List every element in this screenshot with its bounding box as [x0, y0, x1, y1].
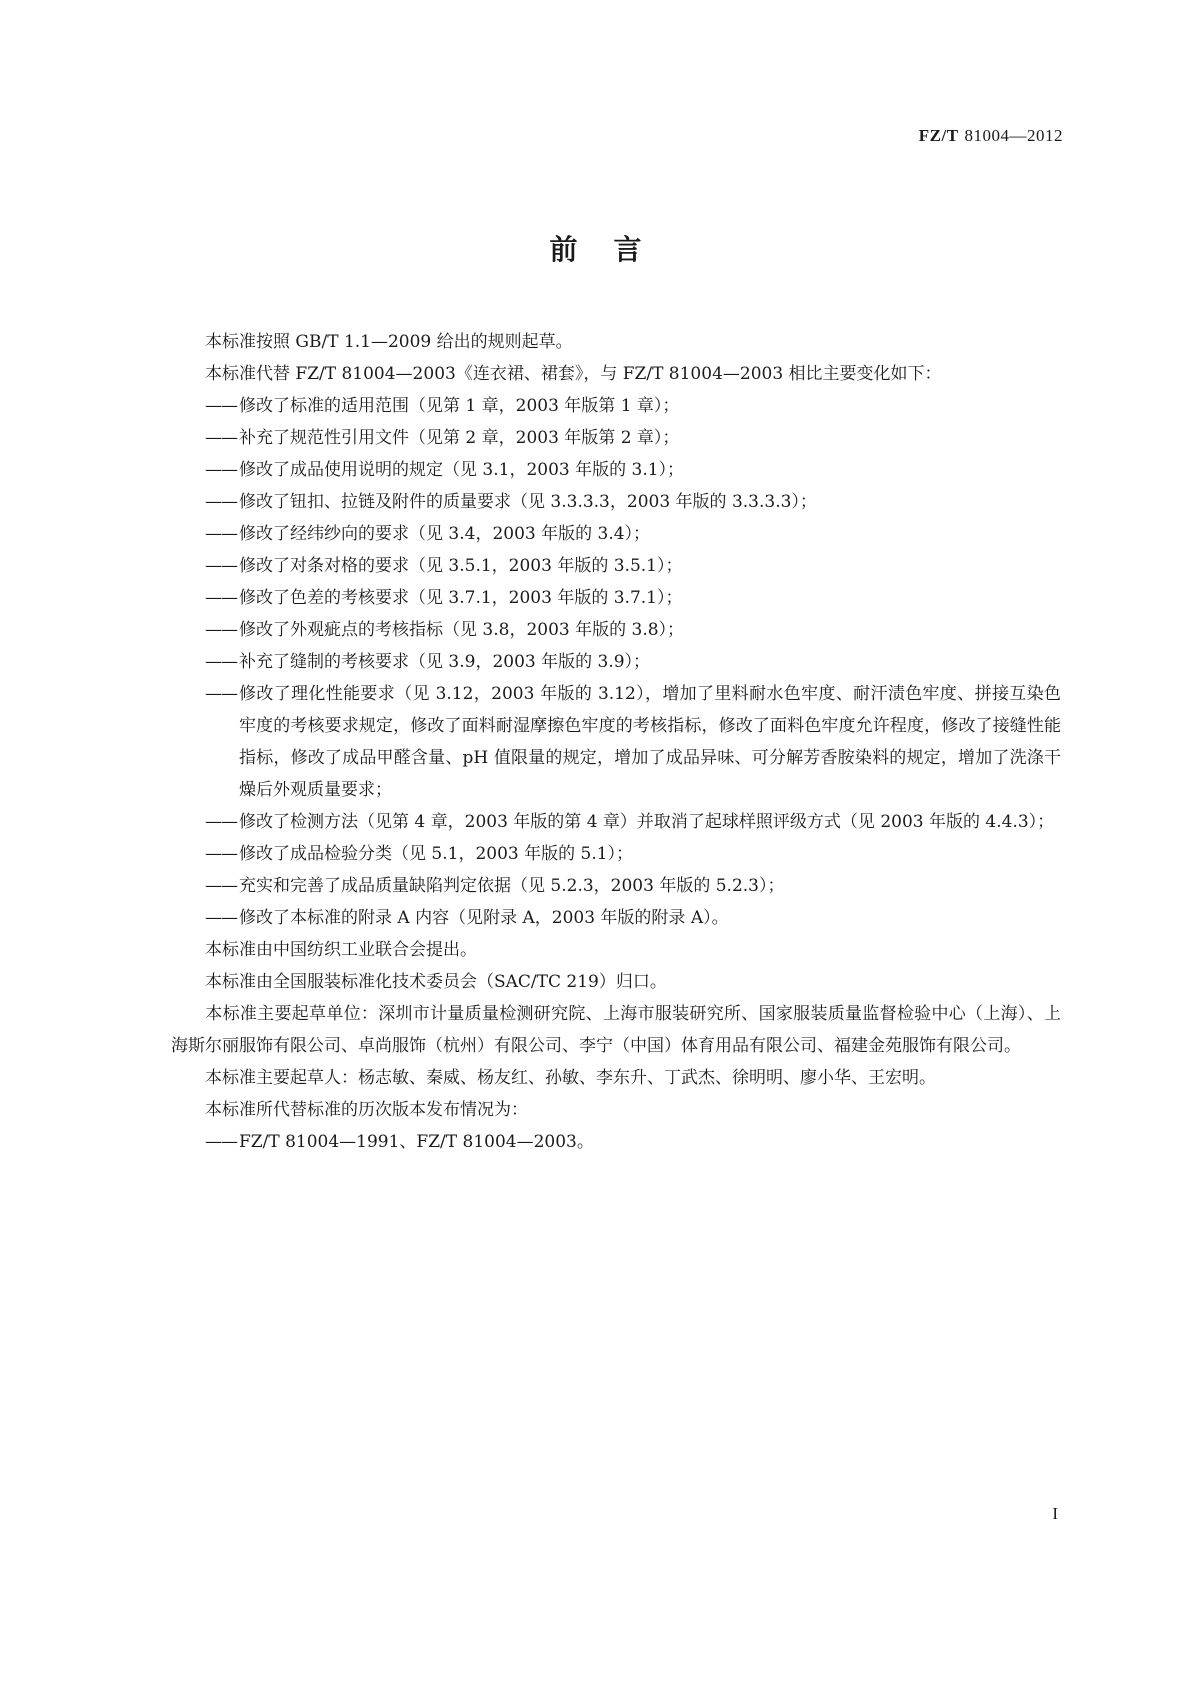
- paragraph-committee: 本标准由全国服装标准化技术委员会（SAC/TC 219）归口。: [205, 972, 667, 992]
- history-item-text: FZ/T 81004—1991、FZ/T 81004—2003。: [239, 1132, 594, 1152]
- list-item: [171, 550, 1061, 582]
- list-item: [171, 614, 1061, 646]
- list-item: [171, 518, 1061, 550]
- list-item-text: 补充了规范性引用文件（见第 2 章，2003 年版第 2 章）；: [239, 428, 680, 448]
- list-item-text: 修改了本标准的附录 A 内容（见附录 A，2003 年版的附录 A）。: [239, 908, 729, 928]
- list-item-text: 修改了成品检验分类（见 5.1，2003 年版的 5.1）；: [239, 844, 634, 864]
- list-dash: ——: [205, 556, 237, 576]
- list-dash: ——: [205, 812, 237, 832]
- paragraph-drafting-units: [171, 998, 1061, 1062]
- list-dash: ——: [205, 876, 237, 896]
- list-item: [171, 870, 1061, 902]
- list-dash: ——: [205, 524, 237, 544]
- standard-code-prefix: FZ/T: [918, 126, 959, 145]
- list-item: [171, 902, 1061, 934]
- drafting-units-text: 本标准主要起草单位：深圳市计量质量检测研究院、上海市服装研究所、国家服装质量监督检验中心（上海）、上海斯尔丽服饰有限公司、卓尚服饰（杭州）有限公司、李宁（中国）体育用品有限公司、福建金苑服饰有限公司。: [171, 1004, 1061, 1056]
- list-item: [171, 486, 1061, 518]
- list-item-text: 修改了钮扣、拉链及附件的质量要求（见 3.3.3.3，2003 年版的 3.3.3.3）；: [239, 492, 817, 512]
- list-dash: ——: [205, 460, 237, 480]
- list-dash: ——: [205, 492, 237, 512]
- list-item-text: 修改了色差的考核要求（见 3.7.1，2003 年版的 3.7.1）；: [239, 588, 683, 608]
- list-dash: ——: [205, 844, 237, 864]
- list-dash: ——: [205, 396, 237, 416]
- list-dash: ——: [205, 908, 237, 928]
- paragraph-drafters: 本标准主要起草人：杨志敏、秦威、杨友红、孙敏、李东升、丁武杰、徐明明、廖小华、王宏明。: [205, 1068, 936, 1088]
- history-list-item: [171, 1126, 1061, 1158]
- list-item: [171, 678, 1061, 806]
- list-item-text: 修改了对条对格的要求（见 3.5.1，2003 年版的 3.5.1）；: [239, 556, 683, 576]
- list-item: [171, 646, 1061, 678]
- list-dash: ——: [205, 428, 237, 448]
- foreword-body: [171, 326, 1061, 1158]
- list-dash: ——: [205, 652, 237, 672]
- list-item: [171, 390, 1061, 422]
- paragraph-replaces: 本标准代替 FZ/T 81004—2003《连衣裙、裙套》，与 FZ/T 81004—2003 相比主要变化如下：: [205, 364, 942, 384]
- list-item: [171, 806, 1061, 838]
- page-number: I: [1052, 1504, 1058, 1523]
- list-item-text: 修改了标准的适用范围（见第 1 章，2003 年版第 1 章）；: [239, 396, 680, 416]
- list-item-text: 修改了检测方法（见第 4 章，2003 年版的第 4 章）并取消了起球样照评级方式（见 2003 年版的 4.4.3）；: [239, 812, 1055, 832]
- list-dash: ——: [205, 1132, 237, 1152]
- paragraph-proposer: 本标准由中国纺织工业联合会提出。: [205, 940, 477, 960]
- standard-code: [919, 126, 1063, 146]
- list-item: [171, 582, 1061, 614]
- standard-code-number: 81004—2012: [964, 126, 1063, 145]
- list-item-text: 修改了理化性能要求（见 3.12，2003 年版的 3.12），增加了里料耐水色牢度、耐汗渍色牢度、拼接互染色牢度的考核要求规定，修改了面料耐湿摩擦色牢度的考核指标，修改了面料色牢度允许程度，修改了接缝性能指标，修改了成品甲醛含量、pH 值限量的规定，增加了成品异味、可分解芳香胺染料的规定，增加了洗涤干燥后外观质量要求；: [239, 684, 1061, 800]
- list-item-text: 充实和完善了成品质量缺陷判定依据（见 5.2.3，2003 年版的 5.2.3）；: [239, 876, 785, 896]
- list-item-text: 修改了成品使用说明的规定（见 3.1，2003 年版的 3.1）；: [239, 460, 685, 480]
- changes-list: [171, 390, 1061, 934]
- list-item-text: 补充了缝制的考核要求（见 3.9，2003 年版的 3.9）；: [239, 652, 651, 672]
- list-dash: ——: [205, 588, 237, 608]
- list-item: [171, 454, 1061, 486]
- list-item: [171, 838, 1061, 870]
- list-item: [171, 422, 1061, 454]
- list-dash: ——: [205, 620, 237, 640]
- list-item-text: 修改了外观疵点的考核指标（见 3.8，2003 年版的 3.8）；: [239, 620, 685, 640]
- list-item-text: 修改了经纬纱向的要求（见 3.4，2003 年版的 3.4）；: [239, 524, 651, 544]
- paragraph-history-intro: 本标准所代替标准的历次版本发布情况为：: [205, 1100, 528, 1120]
- list-dash: ——: [205, 684, 237, 704]
- page-title: 前言: [549, 233, 678, 266]
- paragraph-drafting-rules: 本标准按照 GB/T 1.1—2009 给出的规则起草。: [205, 332, 573, 352]
